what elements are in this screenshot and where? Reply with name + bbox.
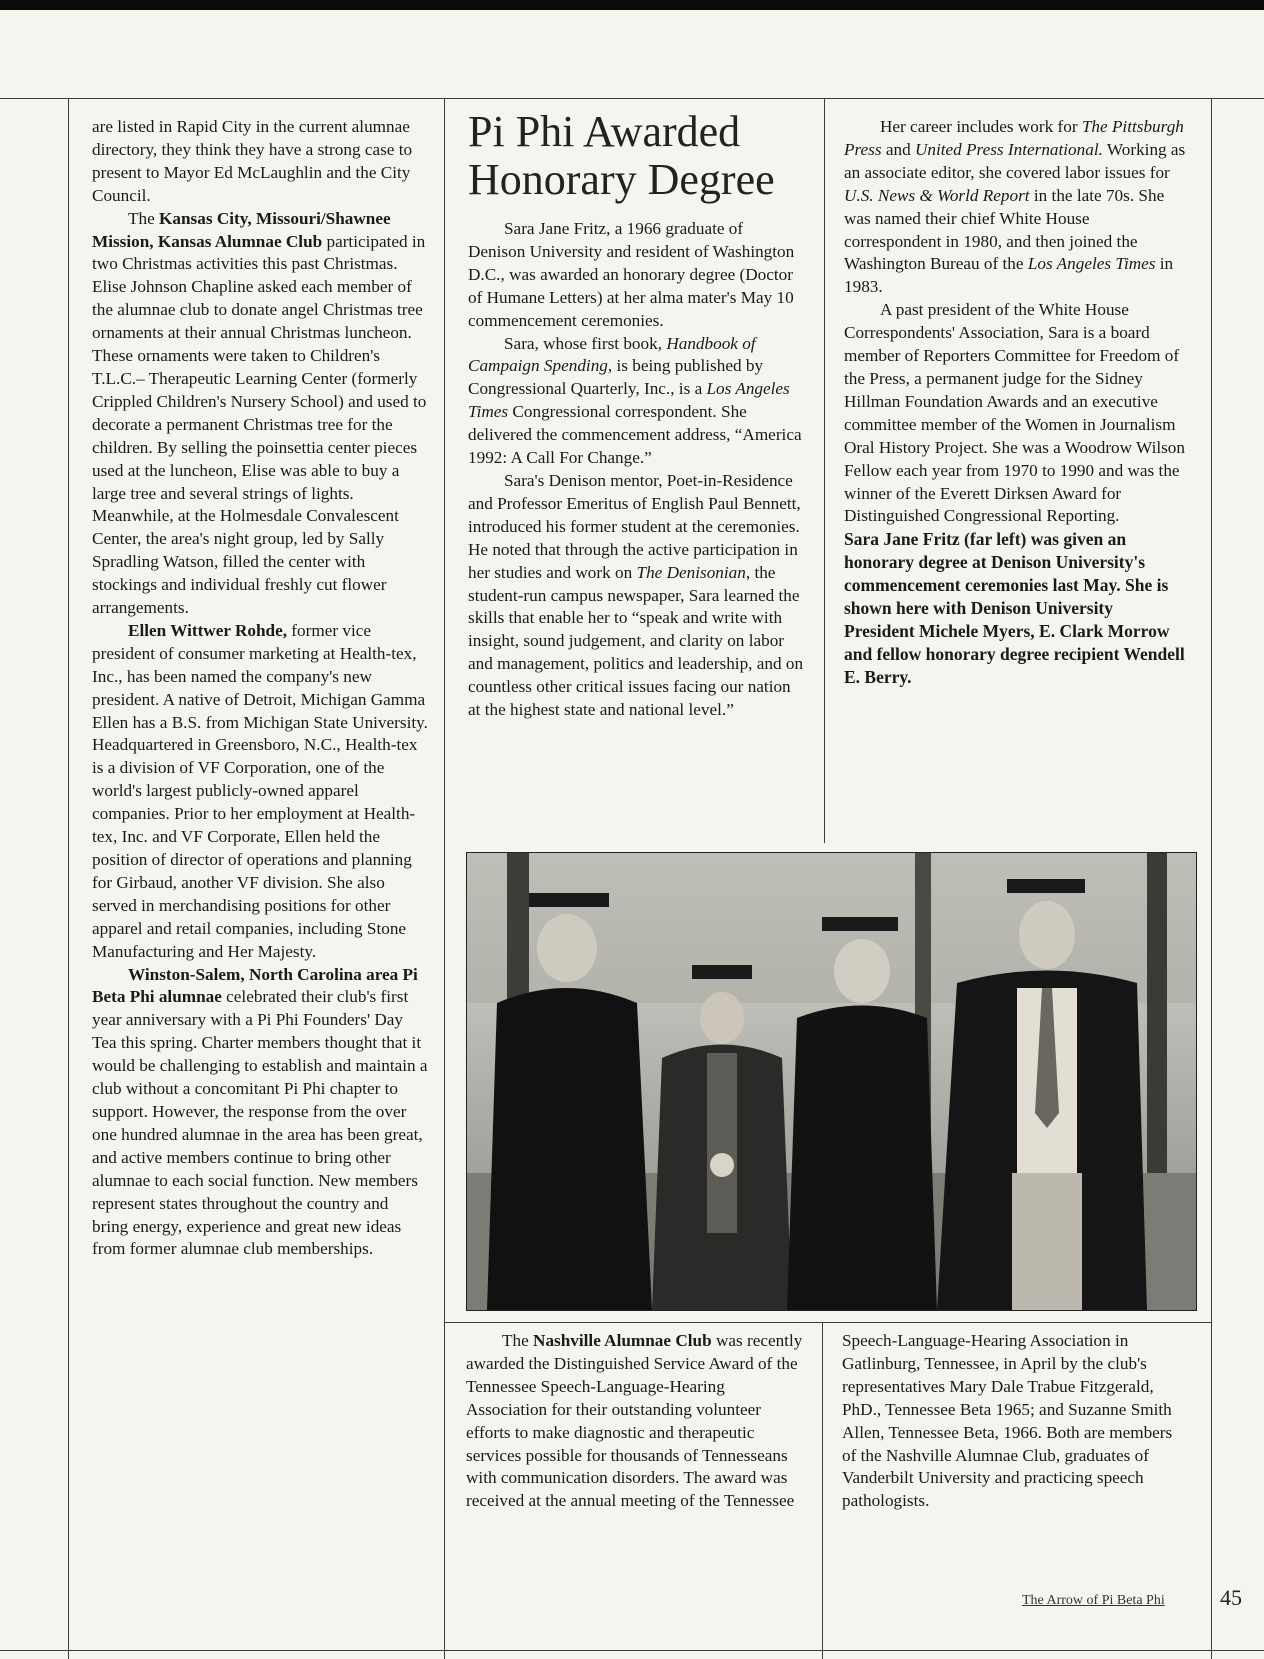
header-rule	[0, 98, 1264, 99]
commencement-photo-illustration	[467, 853, 1196, 1310]
column-rule-1	[444, 98, 445, 1659]
photo-bottom-rule	[444, 1322, 1211, 1323]
col1-para-ellen-rohde: Ellen Wittwer Rohde, former vice president of consumer marketing at Health-tex, Inc., has been named the company's new president. A native of Detroit, Michigan Gamma Ellen has a B.S. from Michigan State University. Headquartered in Greensboro, N.C., Health-tex is a division of VF Corporation, one of the world's largest publicly-owned apparel companies. Prior to her employment at Health-tex, Inc. and VF Corporate, Ellen held the position of director of operations and planning for Girbaud, another VF division. She also served in merchandising positions for other apparel and retail companies, including Stone Manufacturing and Her Majesty.	[92, 620, 428, 961]
col2-para-1: Sara Jane Fritz, a 1966 graduate of Denison University and resident of Washington D.C., was awarded an honorary degree (Doctor of Humane Letters) at her alma mater's May 10 commencement ceremonies.	[468, 219, 795, 330]
col3-para-2: A past president of the White House Correspondents' Association, Sara is a board member of Reporters Committee for Freedom of the Press, a permanent judge for the Sidney Hillman Foundation Awards and an executive committee member of the Women in Journalism Oral History Project. She was a Woodrow Wilson Fellow each year from 1970 to 1990 and was the winner of the Everett Dirksen Award for Distinguished Congressional Reporting.	[844, 300, 1185, 526]
col2-para-3: Sara's Denison mentor, Poet-in-Residence and Professor Emeritus of English Paul Bennett, introduced his former student at the ceremonies. He noted that through the active participation in her studies and work on The Denisonian, the student-run campus newspaper, Sara learned the skills that enable her to “speak and write with insight, sound judgement, and clarity on labor and management, politics and leadership, and on countless other critical issues facing our nation at the highest state and national level.”	[468, 470, 804, 720]
left-margin-rule	[68, 98, 69, 1659]
top-black-band	[0, 0, 1264, 10]
col2-para-2: Sara, whose first book, Handbook of Campaign Spending, is being published by Congressional Quarterly, Inc., is a Los Angeles Times Congressional correspondent. She delivered the commencement address, “America 1992: A Call For Change.”	[468, 333, 802, 468]
page-number: 45	[1220, 1585, 1242, 1610]
footer-rule	[0, 1650, 1264, 1651]
winston-salem-club-name: Winston-Salem, North Carolina area Pi Beta Phi alumnae	[92, 964, 418, 1007]
commencement-photo	[466, 852, 1197, 1311]
column-right	[844, 116, 1186, 689]
nashville-para-continued: Speech-Language-Hearing Association in Gatlinburg, Tennessee, in April by the club's representatives Mary Dale Trabue Fitzgerald, PhD., Tennessee Beta 1965; and Suzanne Smith Allen, Tennessee Beta, 1966. Both are members of the Nashville Alumnae Club, graduates of Vanderbilt University and practicing speech pathologists.	[842, 1331, 1173, 1511]
photo-caption: Sara Jane Fritz (far left) was given an honorary degree at Denison University's commencement ceremonies last May. She is shown here with Denison University President Michele Myers, E. Clark Morrow and fellow honorary degree recipient Wendell E. Berry.	[844, 529, 1185, 687]
bottom-column-rule	[822, 1322, 823, 1659]
nashville-para: The Nashville Alumnae Club was recently awarded the Distinguished Service Award of the Tennessee Speech-Language-Hearing Association for their outstanding volunteer efforts to make diagnostic and therapeutic services possible for thousands of Tennesseans with communication disorders. The award was received at the annual meeting of the Tennessee	[466, 1331, 803, 1511]
col1-para-1: are listed in Rapid City in the current alumnae directory, they think they have a strong case to present to Mayor Ed McLaughlin and the City Council.	[92, 117, 413, 205]
kansas-city-club-name: Kansas City, Missouri/Shawnee Mission, Kansas Alumnae Club	[92, 208, 391, 251]
publication-title: The Arrow of Pi Beta Phi	[1022, 1593, 1165, 1608]
column-rule-2	[824, 98, 825, 843]
nashville-club-name: Nashville Alumnae Club	[533, 1331, 712, 1350]
col3-para-1: Her career includes work for The Pittsburgh Press and United Press International. Working as an associate editor, she covered labor issues for U.S. News & World Report in the late 70s. She was named their chief White House correspondent in 1980, and then joined the Washington Bureau of the Los Angeles Times in 1983.	[844, 117, 1186, 297]
column-left	[92, 116, 428, 1261]
bottom-column-left	[466, 1330, 808, 1513]
column-middle	[468, 108, 804, 722]
col1-para-winston-salem: Winston-Salem, North Carolina area Pi Beta Phi alumnae celebrated their club's first year anniversary with a Pi Phi Founders' Day Tea this spring. Charter members thought that it would be challenging to establish and maintain a club without a concomitant Pi Phi chapter to support. However, the response from the over one hundred alumnae in the area has been great, and active members continue to bring other alumnae to each social function. New members represent states throughout the country and bring energy, experience and great new ideas from former alumnae club memberships.	[92, 964, 428, 1259]
ellen-rohde-name: Ellen Wittwer Rohde,	[128, 620, 287, 640]
col1-para-kansas-city: The Kansas City, Missouri/Shawnee Mission, Kansas Alumnae Club participated in two Christmas activities this past Christmas. Elise Johnson Chapline asked each member of the alumnae club to donate angel Christmas tree ornaments at their annual Christmas luncheon. These ornaments were taken to Children's T.L.C.– Therapeutic Learning Center (formerly Crippled Children's Nursery School) and used to decorate a permanent Christmas tree for the children. By selling the poinsettia center pieces used at the luncheon, Elise was able to buy a large tree and several strings of lights. Meanwhile, at the Holmesdale Convalescent Center, the area's night group, led by Sally Spradling Watson, filled the center with stockings and individual freshly cut flower arrangements.	[92, 208, 427, 618]
right-margin-rule	[1211, 98, 1212, 1659]
article-headline: Pi Phi Awarded Honorary Degree	[468, 107, 775, 204]
bottom-column-right	[842, 1330, 1180, 1513]
